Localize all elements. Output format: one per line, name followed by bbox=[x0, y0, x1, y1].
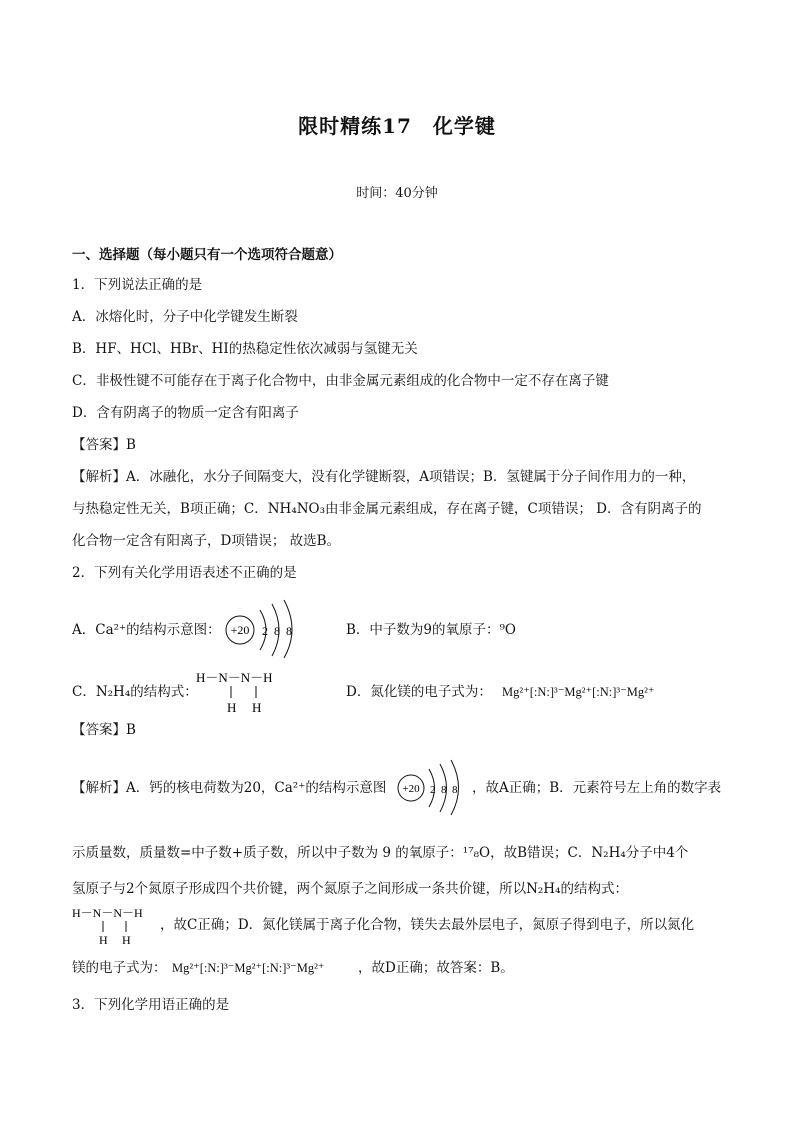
q2-option-a bbox=[72, 620, 221, 640]
hydrazine-h-4: H bbox=[122, 933, 131, 947]
q2-explanation-4: ，故C正确；D．氮化镁属于离子化合物，镁失去最外层电子，氮原子得到电子，所以氮化 bbox=[160, 917, 695, 933]
shell-3: 8 bbox=[286, 624, 292, 638]
q1-explanation-3: 化合物一定含有阳离子，D项错误； 故选B。 bbox=[72, 533, 341, 549]
hydrazine-h-3: H bbox=[99, 933, 108, 947]
q1-option-d: D．含有阴离子的物质一定含有阳离子 bbox=[72, 405, 299, 421]
ca-ion-structure-diagram-2 bbox=[396, 758, 476, 816]
q2-stem: 2．下列有关化学用语表述不正确的是 bbox=[72, 565, 297, 581]
hydrazine-chain: H－N－N－H bbox=[196, 670, 273, 685]
mg-ion-5: Mg²⁺ bbox=[234, 961, 263, 975]
q2-answer: 【答案】B bbox=[72, 722, 136, 738]
time-limit: 时间：40分钟 bbox=[356, 186, 438, 201]
shell-2b: 8 bbox=[441, 784, 447, 796]
q2-explanation-5a: 镁的电子式为： bbox=[72, 960, 167, 976]
nucleus-charge: +20 bbox=[230, 623, 250, 637]
n-ion-4: [:N:]³⁻ bbox=[262, 961, 297, 975]
q1-answer: 【答案】B bbox=[72, 437, 136, 453]
mg-ion-3: Mg²⁺ bbox=[626, 685, 655, 699]
page-title: 限时精练17 化学键 bbox=[298, 114, 496, 138]
q2-explanation-1a: 【解析】A．钙的核电荷数为20，Ca²⁺的结构示意图 bbox=[72, 780, 387, 796]
q1-explanation-1: 【解析】A．冰融化，水分子间隔变大，没有化学键断裂，A项错误；B．氢键属于分子间作用力的一种， bbox=[72, 469, 696, 485]
nucleus-charge-2: +20 bbox=[402, 783, 420, 795]
mg-ion-2: Mg²⁺ bbox=[564, 685, 593, 699]
hydrazine-chain-2: H－N－N－H bbox=[72, 906, 143, 920]
q2-explanation-2: 示质量数，质量数=中子数+质子数，所以中子数为 9 的氧原子：¹⁷₈O，故B错误；C．N₂H₄分子中4个 bbox=[72, 845, 689, 861]
section-heading: 一、选择题（每小题只有一个选项符合题意） bbox=[72, 247, 342, 263]
n-ion-3: [:N:]³⁻ bbox=[199, 961, 235, 975]
shell-2: 8 bbox=[274, 624, 280, 638]
q1-explanation-2: 与热稳定性无关，B项正确；C．NH₄NO₃由非金属元素组成，存在离子键，C项错误； D．含有阴离子的 bbox=[72, 501, 702, 517]
q3-stem: 3．下列化学用语正确的是 bbox=[72, 997, 230, 1013]
shell-1b: 2 bbox=[430, 784, 436, 796]
q1-option-b: B．HF、HCl、HBr、HI的热稳定性依次减弱与氢键无关 bbox=[72, 341, 418, 357]
mg3n2-electron-formula bbox=[502, 682, 654, 702]
ca-ion-structure-diagram bbox=[222, 598, 322, 658]
n-ion-2: [:N:]³⁻ bbox=[592, 685, 627, 699]
q2-option-c: C．N₂H₄的结构式： bbox=[72, 684, 198, 700]
q2-option-a-label: A．Ca²⁺的结构示意图： bbox=[72, 622, 221, 638]
q2-option-d: D．氮化镁的电子式为： bbox=[346, 684, 492, 700]
hydrazine-h-1: H bbox=[227, 700, 237, 715]
q1-option-a: A．冰熔化时，分子中化学键发生断裂 bbox=[72, 309, 298, 325]
mg-ion-1: Mg²⁺ bbox=[502, 685, 530, 699]
mg-ion-6: Mg²⁺ bbox=[296, 961, 325, 975]
hydrazine-h-2: H bbox=[252, 700, 262, 715]
n-ion-1: [:N:]³⁻ bbox=[529, 685, 565, 699]
shell-3b: 8 bbox=[452, 784, 458, 796]
hydrazine-structure bbox=[196, 668, 296, 716]
mg3n2-electron-formula-2 bbox=[172, 958, 324, 978]
q2-option-b: B．中子数为9的氧原子：⁹O bbox=[346, 622, 516, 638]
shell-1: 2 bbox=[262, 624, 268, 638]
q1-option-c: C．非极性键不可能存在于离子化合物中，由非金属元素组成的化合物中一定不存在离子键 bbox=[72, 373, 609, 389]
q2-explanation-5b: ，故D正确；故答案：B。 bbox=[358, 960, 514, 976]
mg-ion-4: Mg²⁺ bbox=[172, 961, 200, 975]
q2-explanation-3: 氢原子与2个氮原子形成四个共价键，两个氮原子之间形成一条共价键，所以N₂H₄的结构式： bbox=[72, 881, 628, 897]
hydrazine-structure-2 bbox=[72, 904, 162, 948]
q2-explanation-1b: ，故A正确；B．元素符号左上角的数字表 bbox=[472, 780, 722, 796]
q1-stem: 1．下列说法正确的是 bbox=[72, 277, 203, 293]
